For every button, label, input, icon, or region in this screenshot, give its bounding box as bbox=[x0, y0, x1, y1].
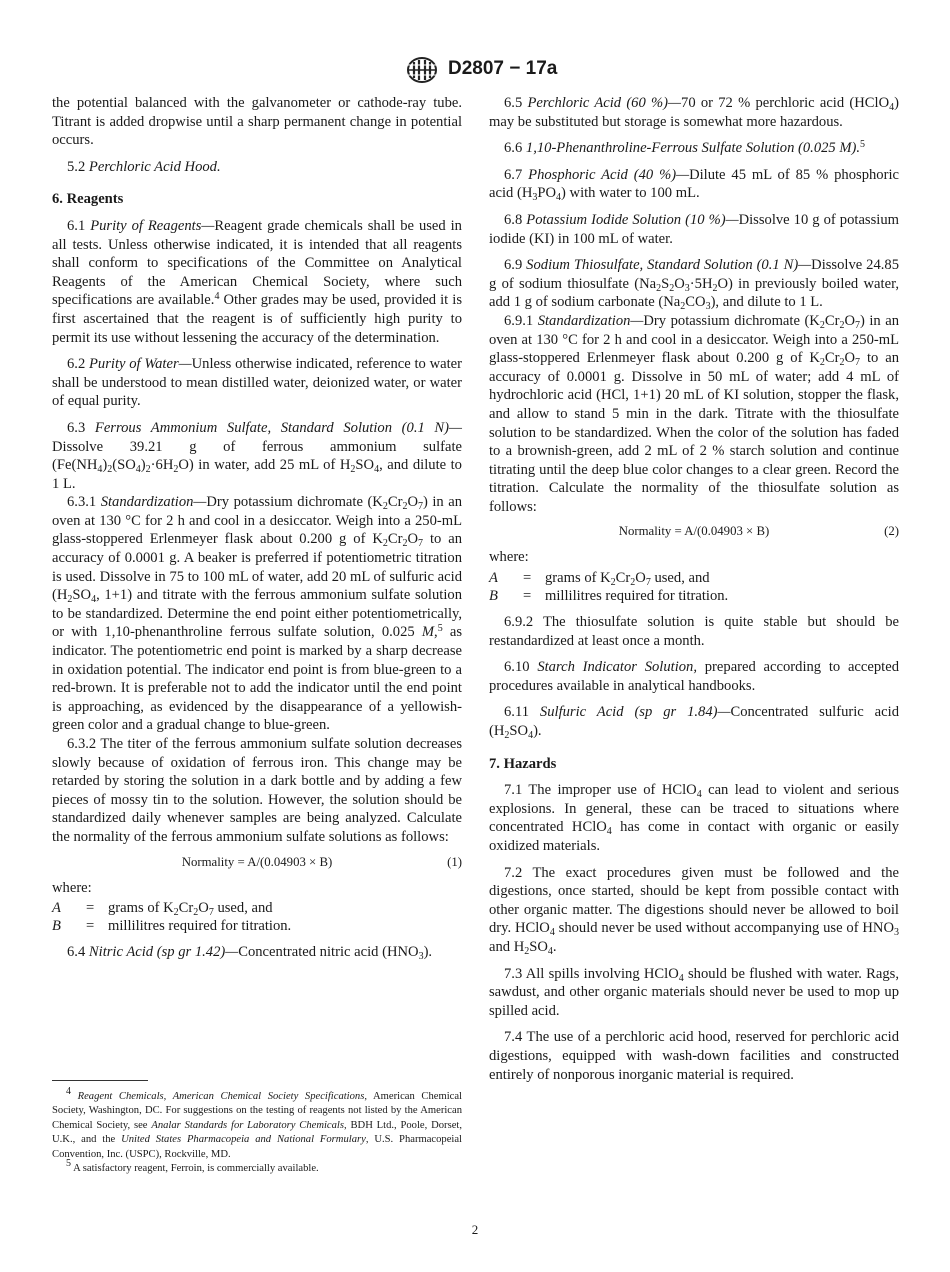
footnote-ref-4: 4 bbox=[214, 291, 220, 303]
equation-2-formula: Normality = A/(0.04903 × B) bbox=[618, 524, 770, 539]
footnote-divider bbox=[52, 1080, 148, 1081]
section-6-9-1: 6.9.1 Standardization—Dry potassium dichromate $(K_2Cr_2O_7)$ in an oven at 130 °C for 2 h and cool in a desiccator. Weigh into a 250-mL glass-stoppered Erlenmeyer flask about 0.200 g of $K_2Cr_2O_7$ to an accuracy of 0.0001 g. Dissolve in 50 mL of water; add 4 mL of hydrochloric acid (HCl, 1+1) 20 mL of KI solution, stopper the flask, and allow to stand 5 min in the dark. Titrate with the thiosulfate solution to be standardized. When the color of the solution has faded to a brownish-green, add 2 mL of 2 % starch solution and continue titrating until the deep blue color changes to a clear green. Record the titration. Calculate the normality of the thiosulfate solution as follows: bbox=[489, 312, 899, 515]
equation-2 bbox=[489, 520, 899, 542]
definition-b: B = millilitres required for titration. bbox=[489, 588, 729, 605]
equation-1-number: (1) bbox=[447, 854, 462, 869]
where-label: where: bbox=[52, 879, 92, 896]
section-6-3: 6.3 Ferrous Ammonium Sulfate, Standard Solution (0.1 N)—Dissolve 39.21 g of ferrous ammonium sulfate $(Fe(NH_4)_2(SO_4)_2\cdot 6H_2O)$ in water, add 25 mL of $H_2SO_4$, and dilute to 1 L. bbox=[52, 419, 462, 492]
footnote-ref-5: 5 bbox=[437, 623, 443, 635]
footnote-ref-5: 5 bbox=[860, 139, 866, 151]
section-heading-reagents: 6. Reagents bbox=[52, 191, 124, 208]
section-6-11: 6.11 Sulfuric Acid (sp gr 1.84)—Concentrated sulfuric acid $(H_2SO_4)$. bbox=[489, 704, 899, 742]
definition-a: A = grams of $K_2Cr_2O_7$ used, and bbox=[52, 900, 273, 919]
equation-1-formula: Normality = A/(0.04903 × B) bbox=[181, 854, 333, 869]
section-6-9: 6.9 Sodium Thiosulfate, Standard Solution (0.1 N)—Dissolve 24.85 g of sodium thiosulfate $(Na_2S_2O_3\cdot 5H_2O)$ in previously boiled water, add 1 g of sodium carbonate $(Na_2CO_3)$, and dilute to 1 L. bbox=[489, 257, 899, 313]
section-6-4: 6.4 Nitric Acid (sp gr 1.42)—Concentrated nitric acid $(HNO_3)$. bbox=[67, 944, 433, 963]
section-7-4: 7.4 The use of a perchloric acid hood, reserved for perchloric acid digestions, equipped with wash-down facilities and constructed entirely of nonporous inorganic material is required. bbox=[489, 1029, 899, 1083]
section-6-1: 6.1 Purity of Reagents—Reagent grade chemicals shall be used in all tests. Unless otherwise indicated, it is intended that all reagents shall conform to specifications of the Committee on Analytical Reagents of the American Chemical Society, where such specifications are available.$^4$ Other grades may be used, provided it is first ascertained that the reagent is of sufficiently high purity to permit its use without lessening the accuracy of the determination. bbox=[52, 217, 462, 346]
section-6-9-2: 6.9.2 The thiosulfate solution is quite stable but should be restandardized at least once a month. bbox=[489, 614, 899, 649]
page-header bbox=[0, 56, 950, 84]
definition-b: B = millilitres required for titration. bbox=[52, 918, 292, 935]
page-number: 2 bbox=[471, 1222, 479, 1237]
definitions-1 bbox=[52, 899, 462, 935]
footnote-4: $^4$ Reagent Chemicals, American Chemical Society Specifications, American Chemical Society, Washington, DC. For suggestions on the testing of reagents not listed by the American Chemical Society, see Analar Standards for Laboratory Chemicals, BDH Ltd., Poole, Dorset, U.K., and the United States Pharmacopeia and National Formulary, U.S. Pharmacopeial Convention, Inc. (USPC), Rockville, MD. bbox=[52, 1086, 462, 1160]
section-6-8: 6.8 Potassium Iodide Solution (10 %)—Dissolve 10 g of potassium iodide (KI) in 100 mL of water. bbox=[489, 211, 899, 247]
section-6-6: 6.6 1,10-Phenanthroline-Ferrous Sulfate Solution (0.025 M).$^5$ bbox=[504, 139, 866, 157]
section-7-1: 7.1 The improper use of HClO$_4$ can lead to violent and serious explosions. In general, these can be traced to situations where concentrated HClO$_4$ has come in contact with organic or easily oxidized materials. bbox=[489, 782, 899, 854]
paragraph-continued: the potential balanced with the galvanometer or cathode-ray tube. Titrant is added dropwise until a sharp permanent change in potential occurs. bbox=[52, 95, 462, 149]
section-6-2: 6.2 Purity of Water—Unless otherwise indicated, reference to water shall be understood to mean distilled water, deionized water, or water of equal purity. bbox=[52, 356, 462, 410]
section-6-3-2: 6.3.2 The titer of the ferrous ammonium sulfate solution decreases slowly because of oxidation of ferrous iron. This change may be retarded by storing the solution in a dark bottle and by adding a few pieces of mossy tin to the solution. However, the solution should be standardized daily whenever samples are being analyzed. Calculate the normality of the ferrous ammonium sulfate solutions as follows: bbox=[52, 736, 462, 845]
right-column bbox=[489, 94, 899, 1092]
left-column bbox=[52, 94, 462, 970]
equation-2-number: (2) bbox=[884, 524, 899, 539]
section-6-3-1: 6.3.1 Standardization—Dry potassium dichromate $(K_2Cr_2O_7)$ in an oven at 130 °C for 2 h and cool in a desiccator. Weigh into a 250-mL glass-stoppered Erlenmeyer flask about 0.200 g of $K_2Cr_2O_7$ to an accuracy of 0.0001 g. A beaker is preferred if potentiometric titration is used. Dissolve in 75 to 100 mL of water, add 20 mL of sulfuric acid ($H_2SO_4$, 1+1) and titrate with the ferrous ammonium sulfate solution to be standardized. Determine the end point either potentiometrically, or with 1,10-phenanthroline ferrous sulfate solution, 0.025 M,$^5$ as indicator. The potentiometric end point is marked by a sharp decrease in oxidation potential. The indicator end point is from blue-green to a red-brown. It is preferable not to add the indicator until the end point is approaching, as evidenced by the disappearance of a yellowish-green color and a gradual change to blue-green. bbox=[52, 494, 462, 734]
astm-logo-icon bbox=[404, 56, 440, 84]
footnotes bbox=[52, 1086, 462, 1176]
section-7-3: 7.3 All spills involving HClO$_4$ should be flushed with water. Rags, sawdust, and other organic materials should never be used to mop up spilled acid. bbox=[489, 965, 899, 1019]
section-7-2: 7.2 The exact procedures given must be followed and the digestions, once started, should be kept from possible contact with other organic matter. The digestions should never be allowed to boil dry. HClO$_4$ should never be used without accompanying use of $HNO_3$ and $H_2SO_4$. bbox=[489, 864, 899, 957]
definition-a: A = grams of $K_2Cr_2O_7$ used, and bbox=[489, 570, 710, 589]
section-heading-hazards: 7. Hazards bbox=[489, 755, 557, 772]
section-5-2: 5.2 Perchloric Acid Hood. bbox=[67, 158, 221, 175]
equation-1 bbox=[52, 851, 462, 873]
section-6-5: 6.5 Perchloric Acid (60 %)—70 or 72 % perchloric acid (HClO$_4$) may be substituted but storage is somewhat more hazardous. bbox=[489, 95, 900, 130]
document-id: D2807 − 17a bbox=[448, 58, 558, 79]
section-6-10: 6.10 Starch Indicator Solution, prepared according to accepted procedures available in analytical handbooks. bbox=[489, 659, 899, 694]
definitions-2 bbox=[489, 569, 899, 605]
section-6-7: 6.7 Phosphoric Acid (40 %)—Dilute 45 mL of 85 % phosphoric acid $(H_3PO_4)$ with water to 100 mL. bbox=[489, 166, 899, 204]
footnote-5: $^5$ A satisfactory reagent, Ferroin, is commercially available. bbox=[66, 1158, 319, 1175]
where-label: where: bbox=[489, 549, 529, 566]
